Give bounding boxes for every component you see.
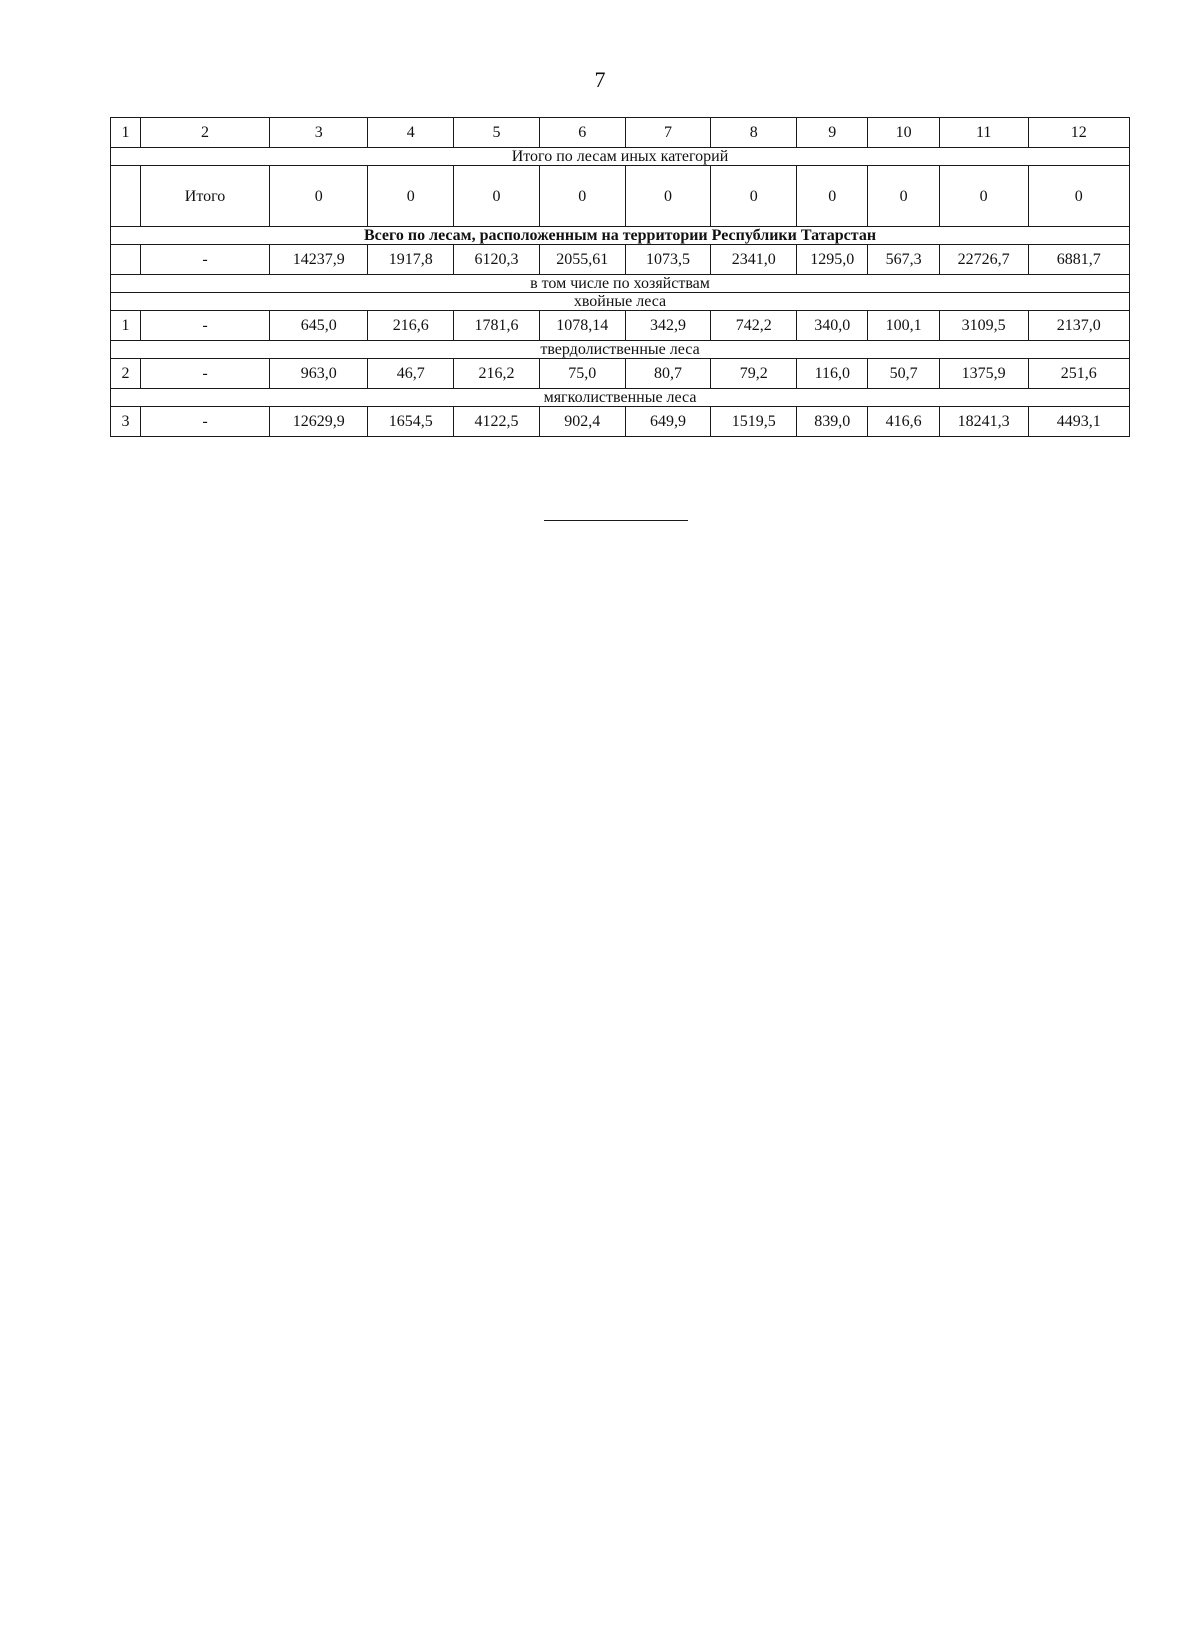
dash-cell: - [140, 407, 269, 437]
section-title-other-categories: Итого по лесам иных категорий [111, 148, 1130, 166]
value-cell: 79,2 [711, 359, 797, 389]
total-label: Итого [140, 166, 269, 227]
table-row [111, 359, 1130, 389]
value-cell: 1073,5 [625, 245, 711, 275]
dash-cell: - [140, 359, 269, 389]
forest-stock-table [110, 117, 1130, 437]
table-row [111, 311, 1130, 341]
section-header-row [111, 275, 1130, 293]
value-cell: 1654,5 [368, 407, 454, 437]
value-cell: 342,9 [625, 311, 711, 341]
column-number: 12 [1028, 118, 1129, 148]
value-cell: 0 [797, 166, 868, 227]
value-cell: 0 [625, 166, 711, 227]
value-cell: 742,2 [711, 311, 797, 341]
value-cell: 80,7 [625, 359, 711, 389]
section-header-row [111, 341, 1130, 359]
value-cell: 1375,9 [939, 359, 1028, 389]
value-cell: 1781,6 [454, 311, 540, 341]
dash-cell: - [140, 311, 269, 341]
row-number-cell: 3 [111, 407, 141, 437]
table-row [111, 407, 1130, 437]
value-cell: 963,0 [270, 359, 368, 389]
section-header-row [111, 293, 1130, 311]
value-cell: 902,4 [539, 407, 625, 437]
value-cell: 6120,3 [454, 245, 540, 275]
value-cell: 251,6 [1028, 359, 1129, 389]
value-cell: 2137,0 [1028, 311, 1129, 341]
value-cell: 1519,5 [711, 407, 797, 437]
value-cell: 0 [1028, 166, 1129, 227]
value-cell: 22726,7 [939, 245, 1028, 275]
value-cell: 75,0 [539, 359, 625, 389]
value-cell: 18241,3 [939, 407, 1028, 437]
section-title-coniferous: хвойные леса [111, 293, 1130, 311]
value-cell: 0 [454, 166, 540, 227]
column-number: 11 [939, 118, 1028, 148]
value-cell: 4122,5 [454, 407, 540, 437]
value-cell: 2341,0 [711, 245, 797, 275]
value-cell: 416,6 [868, 407, 939, 437]
value-cell: 14237,9 [270, 245, 368, 275]
dash-cell: - [140, 245, 269, 275]
value-cell: 0 [270, 166, 368, 227]
value-cell: 6881,7 [1028, 245, 1129, 275]
value-cell: 0 [368, 166, 454, 227]
row-number-cell: 1 [111, 311, 141, 341]
value-cell: 340,0 [797, 311, 868, 341]
value-cell: 2055,61 [539, 245, 625, 275]
row-number-cell [111, 166, 141, 227]
page-number: 7 [594, 67, 606, 92]
value-cell: 0 [868, 166, 939, 227]
value-cell: 0 [539, 166, 625, 227]
section-header-row [111, 227, 1130, 245]
column-number: 3 [270, 118, 368, 148]
row-number-cell [111, 245, 141, 275]
column-number: 5 [454, 118, 540, 148]
table-row [111, 245, 1130, 275]
value-cell: 100,1 [868, 311, 939, 341]
section-header-row [111, 389, 1130, 407]
value-cell: 645,0 [270, 311, 368, 341]
value-cell: 50,7 [868, 359, 939, 389]
column-number: 1 [111, 118, 141, 148]
section-title-softwood: мягколиственные леса [111, 389, 1130, 407]
value-cell: 1078,14 [539, 311, 625, 341]
value-cell: 12629,9 [270, 407, 368, 437]
section-title-republic-total: Всего по лесам, расположенным на территории Республики Татарстан [111, 227, 1130, 245]
column-number: 9 [797, 118, 868, 148]
section-title-hardwood: твердолиственные леса [111, 341, 1130, 359]
value-cell: 46,7 [368, 359, 454, 389]
value-cell: 1917,8 [368, 245, 454, 275]
value-cell: 216,6 [368, 311, 454, 341]
column-number: 6 [539, 118, 625, 148]
column-number-row [111, 118, 1130, 148]
value-cell: 0 [711, 166, 797, 227]
value-cell: 839,0 [797, 407, 868, 437]
value-cell: 567,3 [868, 245, 939, 275]
value-cell: 1295,0 [797, 245, 868, 275]
column-number: 2 [140, 118, 269, 148]
column-number: 10 [868, 118, 939, 148]
end-of-document-line [544, 520, 688, 521]
value-cell: 0 [939, 166, 1028, 227]
column-number: 4 [368, 118, 454, 148]
column-number: 8 [711, 118, 797, 148]
value-cell: 116,0 [797, 359, 868, 389]
including-label: в том числе по хозяйствам [111, 275, 1130, 293]
row-number-cell: 2 [111, 359, 141, 389]
table-row [111, 166, 1130, 227]
column-number: 7 [625, 118, 711, 148]
section-header-row [111, 148, 1130, 166]
value-cell: 649,9 [625, 407, 711, 437]
value-cell: 4493,1 [1028, 407, 1129, 437]
value-cell: 3109,5 [939, 311, 1028, 341]
value-cell: 216,2 [454, 359, 540, 389]
